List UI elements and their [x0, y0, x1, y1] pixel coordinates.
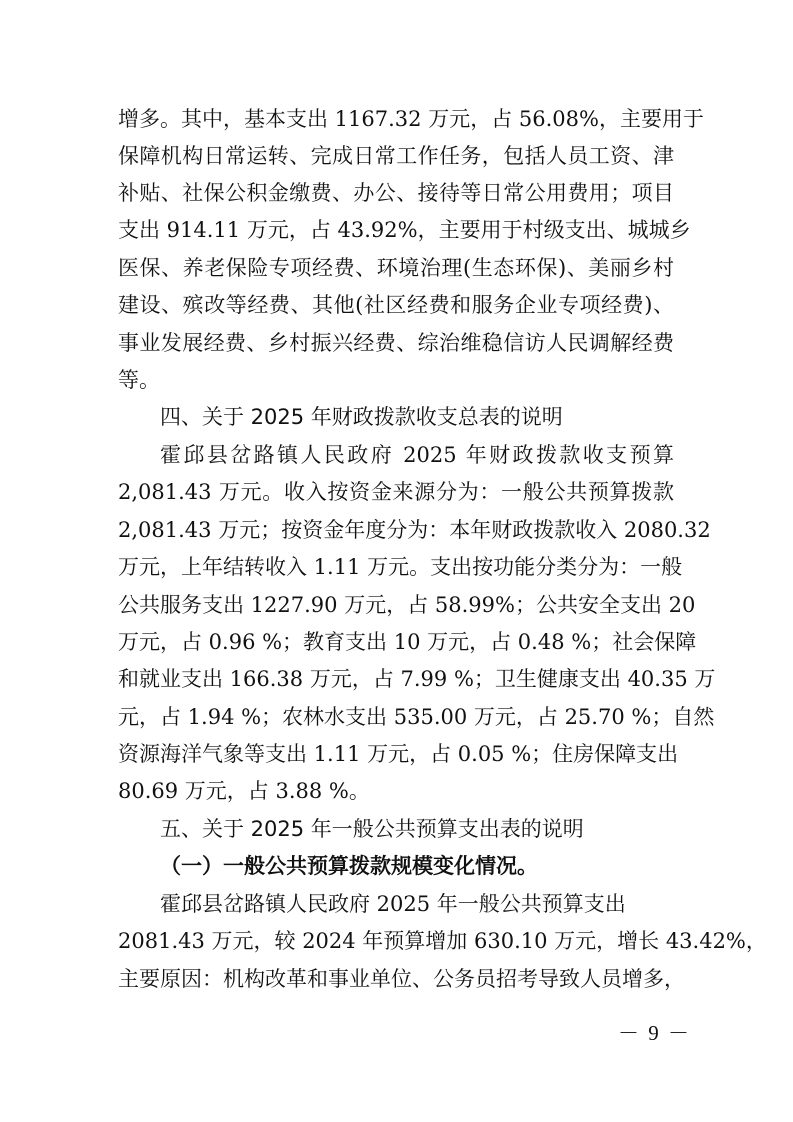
paragraph-line: 2,081.43 万元；按资金年度分为：本年财政拨款收入 2080.32: [118, 518, 711, 542]
paragraph-line: 霍邱县岔路镇人民政府 2025 年一般公共预算支出: [160, 892, 626, 916]
paragraph-line: 等。: [118, 368, 160, 392]
paragraph-line: 资源海洋气象等支出 1.11 万元，占 0.05 %；住房保障支出: [118, 742, 679, 766]
paragraph-line: 2081.43 万元，较 2024 年预算增加 630.10 万元，增长 43.42%，: [118, 929, 767, 953]
page-number: － 9 －: [618, 1021, 691, 1045]
section-heading-4: 四、关于 2025 年财政拨款收支总表的说明: [160, 405, 563, 429]
paragraph-line: 2,081.43 万元。收入按资金来源分为：一般公共预算拨款: [118, 480, 674, 504]
paragraph-line: 事业发展经费、乡村振兴经费、综治维稳信访人民调解经费: [118, 331, 674, 355]
paragraph-line: 主要原因：机构改革和事业单位、公务员招考导致人员增多，: [118, 967, 685, 991]
subsection-heading: （一）一般公共预算拨款规模变化情况。: [160, 854, 538, 878]
paragraph-line: 元，占 1.94 %；农林水支出 535.00 万元，占 25.70 %；自然: [118, 705, 715, 729]
paragraph-line: 和就业支出 166.38 万元，占 7.99 %；卫生健康支出 40.35 万: [118, 667, 716, 691]
paragraph-line: 医保、养老保险专项经费、环境治理(生态环保)、美丽乡村: [118, 256, 674, 280]
paragraph-line: 万元，上年结转收入 1.11 万元。支出按功能分类分为：一般: [118, 555, 683, 579]
section-heading-5: 五、关于 2025 年一般公共预算支出表的说明: [160, 817, 584, 841]
paragraph-line: 支出 914.11 万元，占 43.92%，主要用于村级支出、城城乡: [118, 218, 691, 242]
paragraph-line: 霍邱县岔路镇人民政府 2025 年财政拨款收支预算: [160, 443, 674, 467]
paragraph-line: 建设、殡改等经费、其他(社区经费和服务企业专项经费)、: [118, 293, 674, 317]
paragraph-line: 补贴、社保公积金缴费、办公、接待等日常公用费用；项目: [118, 181, 674, 205]
paragraph-line: 公共服务支出 1227.90 万元，占 58.99%；公共安全支出 20: [118, 593, 696, 617]
paragraph-line: 80.69 万元，占 3.88 %。: [118, 779, 370, 803]
paragraph-line: 保障机构日常运转、完成日常工作任务，包括人员工资、津: [118, 144, 674, 168]
paragraph-line: 万元，占 0.96 %；教育支出 10 万元，占 0.48 %；社会保障: [118, 630, 697, 654]
paragraph-line: 增多。其中，基本支出 1167.32 万元，占 56.08%，主要用于: [118, 107, 704, 131]
